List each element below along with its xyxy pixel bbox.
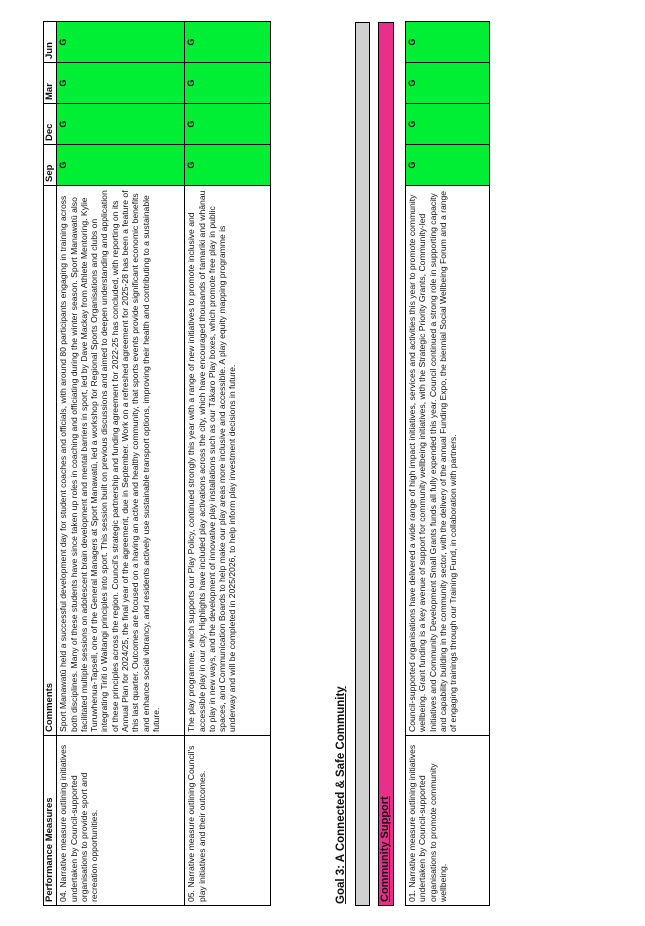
status-badge: G [406,104,490,145]
section-title: Community Support [379,796,391,902]
table-header-row [44,22,57,906]
community-support-table [405,22,490,906]
table-row [406,22,490,906]
status-badge: G [185,104,271,145]
measure-cell: 01. Narrative measure outlining initiatives undertaken by Council-supported organisations to promote community wellbeing. [406,736,490,906]
status-badge: G [57,63,185,104]
status-badge: G [406,145,490,186]
goal-title: Goal 3: A Connected & Safe Community [335,686,347,904]
status-badge: G [185,63,271,104]
comment-cell: Council-supported organisations have delivered a wide range of high impact initiatives, services and activities this year to promote community wellbeing. Grant funding is a key avenue of support for community wellbeing initiatives, with the Strategic Priority Grants, Community-led Initiatives and Community Development Small Grants funds all fully expended this year. Council continued a strong role in supporting capacity and capability building in the community sector, with the delivery of the annual Funding Expo, the biennial Social Wellbeing Forum and a range of engaging trainings through our Training Fund, in collaboration with partners. [406,186,490,736]
header-month-sep: Sep [44,145,57,186]
status-badge: G [406,63,490,104]
comment-cell: Sport Manawatū held a successful development day for student coaches and officials, with around 80 participants engaging in training across both disciplines. Many of these students have since taken up roles in coaching and officiating during the winter season. Sport Manawatū also facilitated multiple sessions on adolescent brain development and mental barriers in sport, led by Dave Mackay from Athlete Mentoring. Kylie Turuwhenua-Tapsell, one of the General Managers at Sport Manawatū, led a workshop for Regional Sports Organisations and clubs on integrating Tiriti o Waitangi principles into sport. This session built on previous discussions and aimed to deepen understanding and application of these principles across the region. Council's strategic partnership and funding agreement for 2022-25 has concluded, with reporting on its Annual Plan for 2024/25, the final year of the agreement, due in September. Work on a refreshed agreement for 2025-28 has been a feature of this last quarter. Outcomes are focused on a having an active and healthy community, that sports events provide significant economic benefits and enhance social vibrancy, and residents actively use sustainable transport options, improving their health and contributing to a sustainable future. [57,186,185,736]
status-badge: G [57,104,185,145]
table-row [57,22,185,906]
table-row [185,22,271,906]
header-month-mar: Mar [44,63,57,104]
goal-divider-grey [355,22,370,906]
performance-table [43,22,271,906]
status-badge: G [185,22,271,63]
header-month-dec: Dec [44,104,57,145]
status-badge: G [57,22,185,63]
comment-cell: The play programme, which supports our Play Policy, continued strongly this year with a range of new initiatives to promote inclusive and accessible play in our city. Highlights have included play activations across the city, which have encouraged thousands of tamariki and whānau to play in new ways, and the development of innovative play installations such as our Tākaro Play boxes, which promote free play in public spaces, and Communication Boards to help make our play areas more inclusive and accessible. A play equity mapping programme is underway and will be completed in 2025/2026, to help inform play investment decisions in future. [185,186,271,736]
status-badge: G [406,22,490,63]
measure-cell: 05. Narrative measure outlining Council's play initiatives and their outcomes. [185,736,271,906]
measure-cell: 04. Narrative measure outlining initiatives undertaken by Council-supported organisations to provide sport and recreation opportunities. [57,736,185,906]
header-performance-measures: Performance Measures [44,736,57,906]
status-badge: G [185,145,271,186]
header-comments: Comments [44,186,57,736]
header-month-jun: Jun [44,22,57,63]
status-badge: G [57,145,185,186]
